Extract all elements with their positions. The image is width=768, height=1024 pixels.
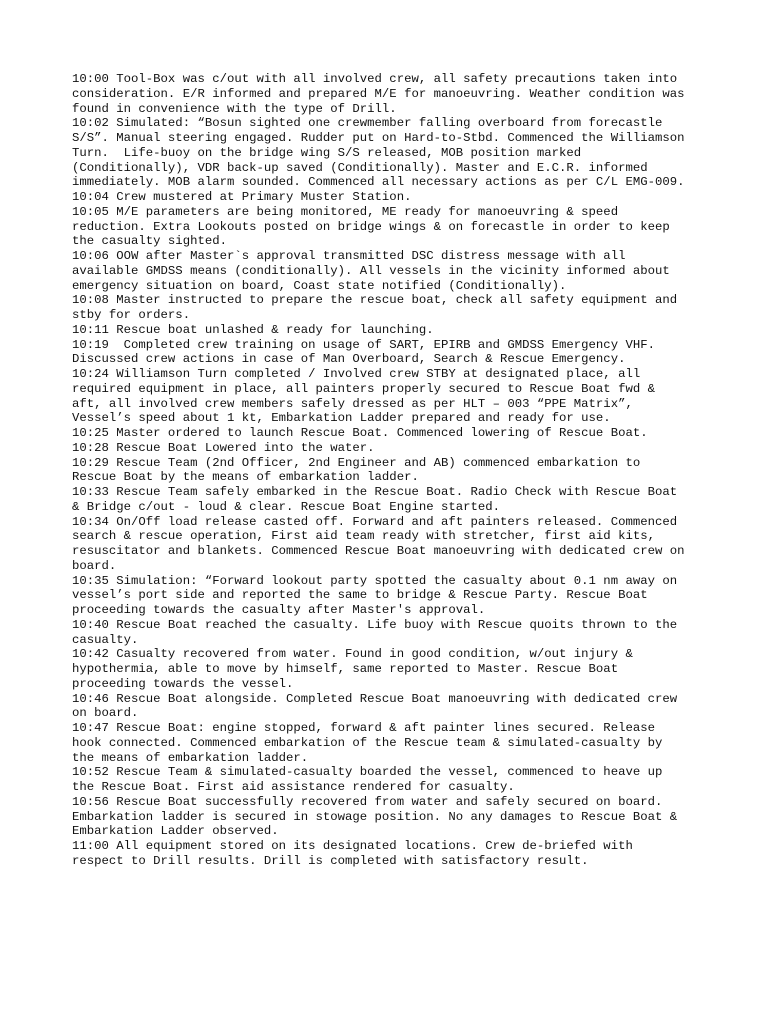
log-line: the casualty sighted. (72, 234, 227, 249)
log-line: 11:00 All equipment stored on its designated locations. Crew de-briefed with (72, 839, 633, 853)
log-line: board. (72, 558, 117, 573)
log-line: 10:42 Casualty recovered from water. Found in good condition, w/out injury & (72, 647, 633, 662)
log-line: stby for orders. (72, 308, 191, 322)
log-line: 10:47 Rescue Boat: engine stopped, forward & aft painter lines secured. Release (72, 721, 655, 735)
log-line: Vessel’s speed about 1 kt, Embarkation Ladder prepared and ready for use. (72, 411, 611, 426)
log-line: Embarkation Ladder observed. (72, 824, 279, 839)
log-line: Rescue Boat by the means of embarkation ladder. (72, 470, 419, 485)
log-line: 10:00 Tool-Box was c/out with all involved crew, all safety precautions taken into (72, 72, 678, 86)
log-line: aft, all involved crew members safely dressed as per HLT – 003 “PPE Matrix”, (72, 396, 633, 411)
log-line: on board. (72, 706, 139, 721)
log-line: search & rescue operation, First aid team ready with stretcher, first aid kits, (72, 529, 655, 544)
log-line: 10:11 Rescue boat unlashed & ready for launching. (72, 322, 434, 337)
log-line: hook connected. Commenced embarkation of the Rescue team & simulated-casualty by (72, 735, 663, 750)
log-line: the Rescue Boat. First aid assistance rendered for casualty. (72, 780, 515, 794)
log-line: the means of embarkation ladder. (72, 750, 309, 765)
log-line: 10:08 Master instructed to prepare the rescue boat, check all safety equipment and (72, 293, 678, 308)
log-line: proceeding towards the casualty after Master's approval. (72, 603, 486, 617)
log-line: found in convenience with the type of Drill. (72, 101, 397, 116)
log-line: required equipment in place, all painters properly secured to Rescue Boat fwd & (72, 381, 655, 396)
log-line: 10:06 OOW after Master`s approval transmitted DSC distress message with all (72, 249, 626, 263)
log-line: respect to Drill results. Drill is completed with satisfactory result. (72, 853, 589, 868)
log-line: 10:25 Master ordered to launch Rescue Boat. Commenced lowering of Rescue Boat. (72, 426, 648, 440)
log-line: 10:19 Completed crew training on usage of SART, EPIRB and GMDSS Emergency VHF. (72, 337, 655, 352)
log-line: Discussed crew actions in case of Man Overboard, Search & Rescue Emergency. (72, 352, 626, 367)
log-line: hypothermia, able to move by himself, same reported to Master. Rescue Boat (72, 662, 619, 676)
log-line: 10:04 Crew mustered at Primary Muster Station. (72, 190, 412, 204)
log-line: 10:33 Rescue Team safely embarked in the Rescue Boat. Radio Check with Rescue Boat (72, 485, 678, 499)
log-line: casualty. (72, 632, 139, 647)
log-line: 10:56 Rescue Boat successfully recovered from water and safely secured on board. (72, 794, 663, 809)
log-line: emergency situation on board, Coast state notified (Conditionally). (72, 278, 567, 293)
log-line: (Conditionally), VDR back-up saved (Conditionally). Master and E.C.R. informed (72, 160, 648, 175)
log-line: available GMDSS means (conditionally). All vessels in the vicinity informed about (72, 263, 670, 278)
log-line: S/S”. Manual steering engaged. Rudder put on Hard-to-Stbd. Commenced the Williamson (72, 131, 685, 145)
log-line: proceeding towards the vessel. (72, 676, 294, 691)
log-line: 10:05 M/E parameters are being monitored, ME ready for manoeuvring & speed (72, 204, 619, 219)
log-line: 10:28 Rescue Boat Lowered into the water. (72, 440, 375, 455)
log-line: & Bridge c/out - loud & clear. Rescue Boat Engine started. (72, 499, 501, 514)
log-line: resuscitator and blankets. Commenced Rescue Boat manoeuvring with dedicated crew on (72, 544, 685, 558)
log-line: reduction. Extra Lookouts posted on bridge wings & on forecastle in order to keep (72, 219, 670, 234)
log-line: consideration. E/R informed and prepared M/E for manoeuvring. Weather condition was (72, 86, 685, 101)
log-line: Turn. Life-buoy on the bridge wing S/S released, MOB position marked (72, 145, 582, 160)
log-line: 10:34 On/Off load release casted off. Forward and aft painters released. Commenced (72, 514, 678, 529)
drill-log-document (72, 72, 702, 869)
log-line: immediately. MOB alarm sounded. Commenced all necessary actions as per C/L EMG-009. (72, 175, 685, 190)
log-line: Embarkation ladder is secured in stowage position. No any damages to Rescue Boat & (72, 809, 678, 824)
log-line: 10:29 Rescue Team (2nd Officer, 2nd Engineer and AB) commenced embarkation to (72, 455, 641, 470)
log-line: 10:35 Simulation: “Forward lookout party spotted the casualty about 0.1 nm away on (72, 573, 678, 588)
log-line: 10:24 Williamson Turn completed / Involved crew STBY at designated place, all (72, 367, 641, 381)
log-line: 10:40 Rescue Boat reached the casualty. Life buoy with Rescue quoits thrown to the (72, 617, 678, 632)
log-line: 10:46 Rescue Boat alongside. Completed Rescue Boat manoeuvring with dedicated crew (72, 691, 678, 706)
log-line: 10:02 Simulated: “Bosun sighted one crewmember falling overboard from forecastle (72, 116, 663, 131)
log-line: vessel’s port side and reported the same to bridge & Rescue Party. Rescue Boat (72, 588, 648, 603)
log-line: 10:52 Rescue Team & simulated-casualty boarded the vessel, commenced to heave up (72, 765, 663, 780)
